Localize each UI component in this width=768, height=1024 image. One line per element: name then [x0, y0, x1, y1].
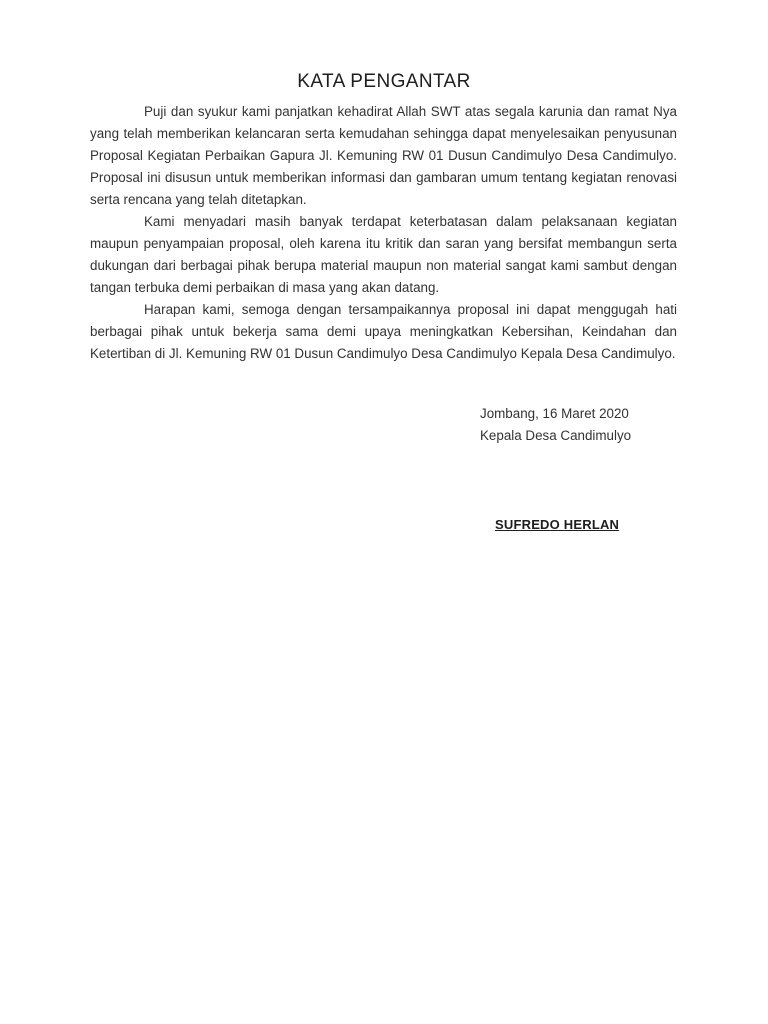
body-text [90, 101, 677, 365]
paragraph-2: Kami menyadari masih banyak terdapat keterbatasan dalam pelaksanaan kegiatan maupun penyampaian proposal, oleh karena itu kritik dan saran yang bersifat membangun serta dukungan dari berbagai pihak berupa material maupun non material sangat kami sambut dengan tangan terbuka demi perbaikan di masa yang akan datang. [90, 214, 677, 295]
signature-block [480, 403, 631, 447]
paragraph-1: Puji dan syukur kami panjatkan kehadirat Allah SWT atas segala karunia dan ramat Nya yang telah memberikan kelancaran serta kemudahan sehingga dapat menyelesaikan penyusunan Proposal Kegiatan Perbaikan Gapura Jl. Kemuning RW 01 Dusun Candimulyo Desa Candimulyo. Proposal ini disusun untuk memberikan informasi dan gambaran umum tentang kegiatan renovasi serta rencana yang telah ditetapkan. [90, 104, 677, 207]
signature-position: Kepala Desa Candimulyo [480, 428, 632, 443]
paragraph-3: Harapan kami, semoga dengan tersampaikannya proposal ini dapat menggugah hati berbagai pihak untuk bekerja sama demi upaya meningkatkan Kebersihan, Keindahan dan Ketertiban di Jl. Kemuning RW 01 Dusun Candimulyo Desa Candimulyo Kepala Desa Candimulyo. [90, 302, 677, 361]
signer-name: SUFREDO HERLAN [495, 517, 620, 532]
signature-place-date: Jombang, 16 Maret 2020 [480, 406, 629, 421]
page-title: KATA PENGANTAR [297, 71, 471, 92]
